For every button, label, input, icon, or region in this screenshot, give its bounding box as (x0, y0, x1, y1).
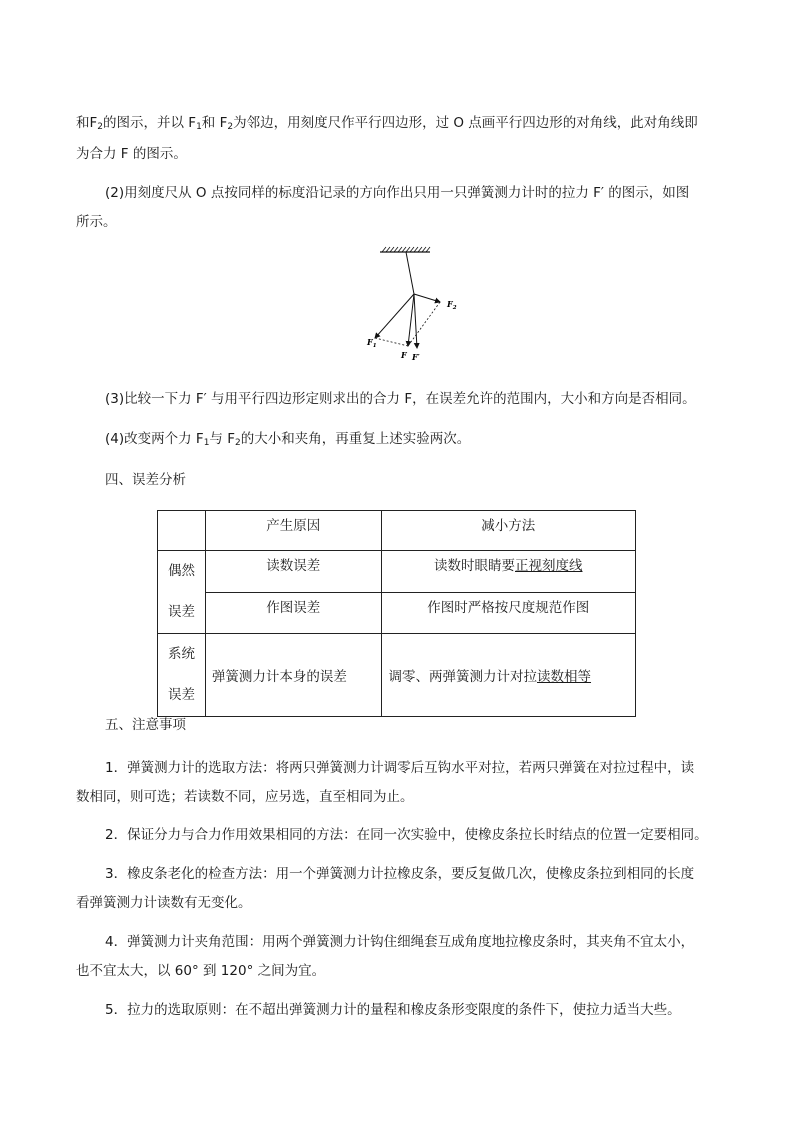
force-fprime-arrow (414, 294, 417, 348)
cause-cell: 作图误差 (205, 592, 381, 634)
force-f-arrow (408, 294, 414, 346)
paragraph-line: (2)用刻度尺从 O 点按同样的标度沿记录的方向作出只用一只弹簧测力计时的拉力 F′ 的图示，如图 (105, 185, 690, 201)
parallelogram-side (375, 338, 408, 346)
label-f: F (401, 350, 407, 360)
section-title: 五、注意事项 (105, 717, 186, 733)
text-run: 和F (76, 115, 98, 131)
table-corner-cell (158, 511, 206, 551)
note-line: 也不宜太大，以 60° 到 120° 之间为宜。 (76, 963, 326, 979)
note-line: 2．保证分力与合力作用效果相同的方法：在同一次实验中，使橡皮条拉长时结点的位置一定要相同。 (105, 827, 708, 843)
label-f1: $F_1$ (367, 337, 377, 349)
text-run: 的图示，并以 F (103, 115, 197, 131)
ceiling-hatch (382, 247, 430, 252)
category-text: 偶然 (167, 563, 195, 579)
subscript: 1 (203, 438, 210, 448)
subscript: 2 (97, 122, 103, 132)
underlined-text: 正视刻度线 (515, 558, 583, 574)
subscript: 1 (196, 122, 202, 132)
category-accidental (158, 551, 206, 634)
note-line: 数相同，则可选；若读数不同，应另选，直至相同为止。 (76, 789, 414, 805)
text-run: (4)改变两个力 F (105, 431, 204, 447)
rubber-band (406, 252, 414, 294)
note-line: 看弹簧测力计读数有无变化。 (76, 895, 252, 911)
method-cell (381, 634, 635, 717)
table-row (158, 634, 636, 717)
category-text: 误差 (167, 604, 195, 620)
text-run: 读数时眼睛要 (434, 558, 515, 574)
cause-cell: 弹簧测力计本身的误差 (205, 634, 381, 717)
paragraph-line (105, 430, 470, 448)
text-run: 和 F (201, 115, 228, 131)
note-line: 3．橡皮条老化的检查方法：用一个弹簧测力计拉橡皮条，要反复做几次，使橡皮条拉到相同的长度 (105, 866, 695, 882)
note-line: 4．弹簧测力计夹角范围：用两个弹簧测力计钩住细绳套互成角度地拉橡皮条时，其夹角不宜太小， (105, 934, 695, 950)
category-text: 系统 (167, 646, 195, 662)
category-system (158, 634, 206, 717)
underlined-text: 读数相等 (537, 669, 592, 685)
header-cause: 产生原因 (205, 511, 381, 551)
text-run: 调零、两弹簧测力计对拉 (388, 669, 538, 685)
method-cell: 作图时严格按尺度规范作图 (381, 592, 635, 634)
section-title: 四、误差分析 (105, 472, 186, 488)
subscript: 2 (227, 122, 234, 132)
paragraph-line: 为合力 F 的图示。 (76, 146, 187, 162)
paragraph-line: 所示。 (76, 214, 117, 230)
error-analysis-table (157, 510, 636, 717)
table-row (158, 592, 636, 634)
text-run: 的大小和夹角，再重复上述实验两次。 (240, 431, 471, 447)
text-run: 为邻边，用刻度尺作平行四边形，过 O 点画平行四边形的对角线，此对角线即 (233, 115, 698, 131)
force-f2-arrow (414, 294, 440, 302)
paragraph-line (76, 114, 698, 132)
header-method: 减小方法 (381, 511, 635, 551)
note-line: 1．弹簧测力计的选取方法：将两只弹簧测力计调零后互钩水平对拉，若两只弹簧在对拉过程中，读 (105, 760, 695, 776)
table-row (158, 551, 636, 593)
label-f2: $F_2$ (447, 299, 457, 311)
text-run: 与 F (209, 431, 235, 447)
paragraph-line: (3)比较一下力 F′ 与用平行四边形定则求出的合力 F，在误差允许的范围内，大小和方向是否相同。 (105, 391, 696, 407)
label-fprime: F′ (412, 352, 420, 362)
force-f1-arrow (375, 294, 414, 338)
note-line: 5．拉力的选取原则：在不超出弹簧测力计的量程和橡皮条形变限度的条件下，使拉力适当大些。 (105, 1002, 681, 1018)
method-cell (381, 551, 635, 593)
category-text: 误差 (167, 687, 195, 703)
subscript: 2 (234, 438, 241, 448)
table-header-row (158, 511, 636, 551)
force-diagram (362, 246, 472, 366)
cause-cell: 读数误差 (205, 551, 381, 593)
